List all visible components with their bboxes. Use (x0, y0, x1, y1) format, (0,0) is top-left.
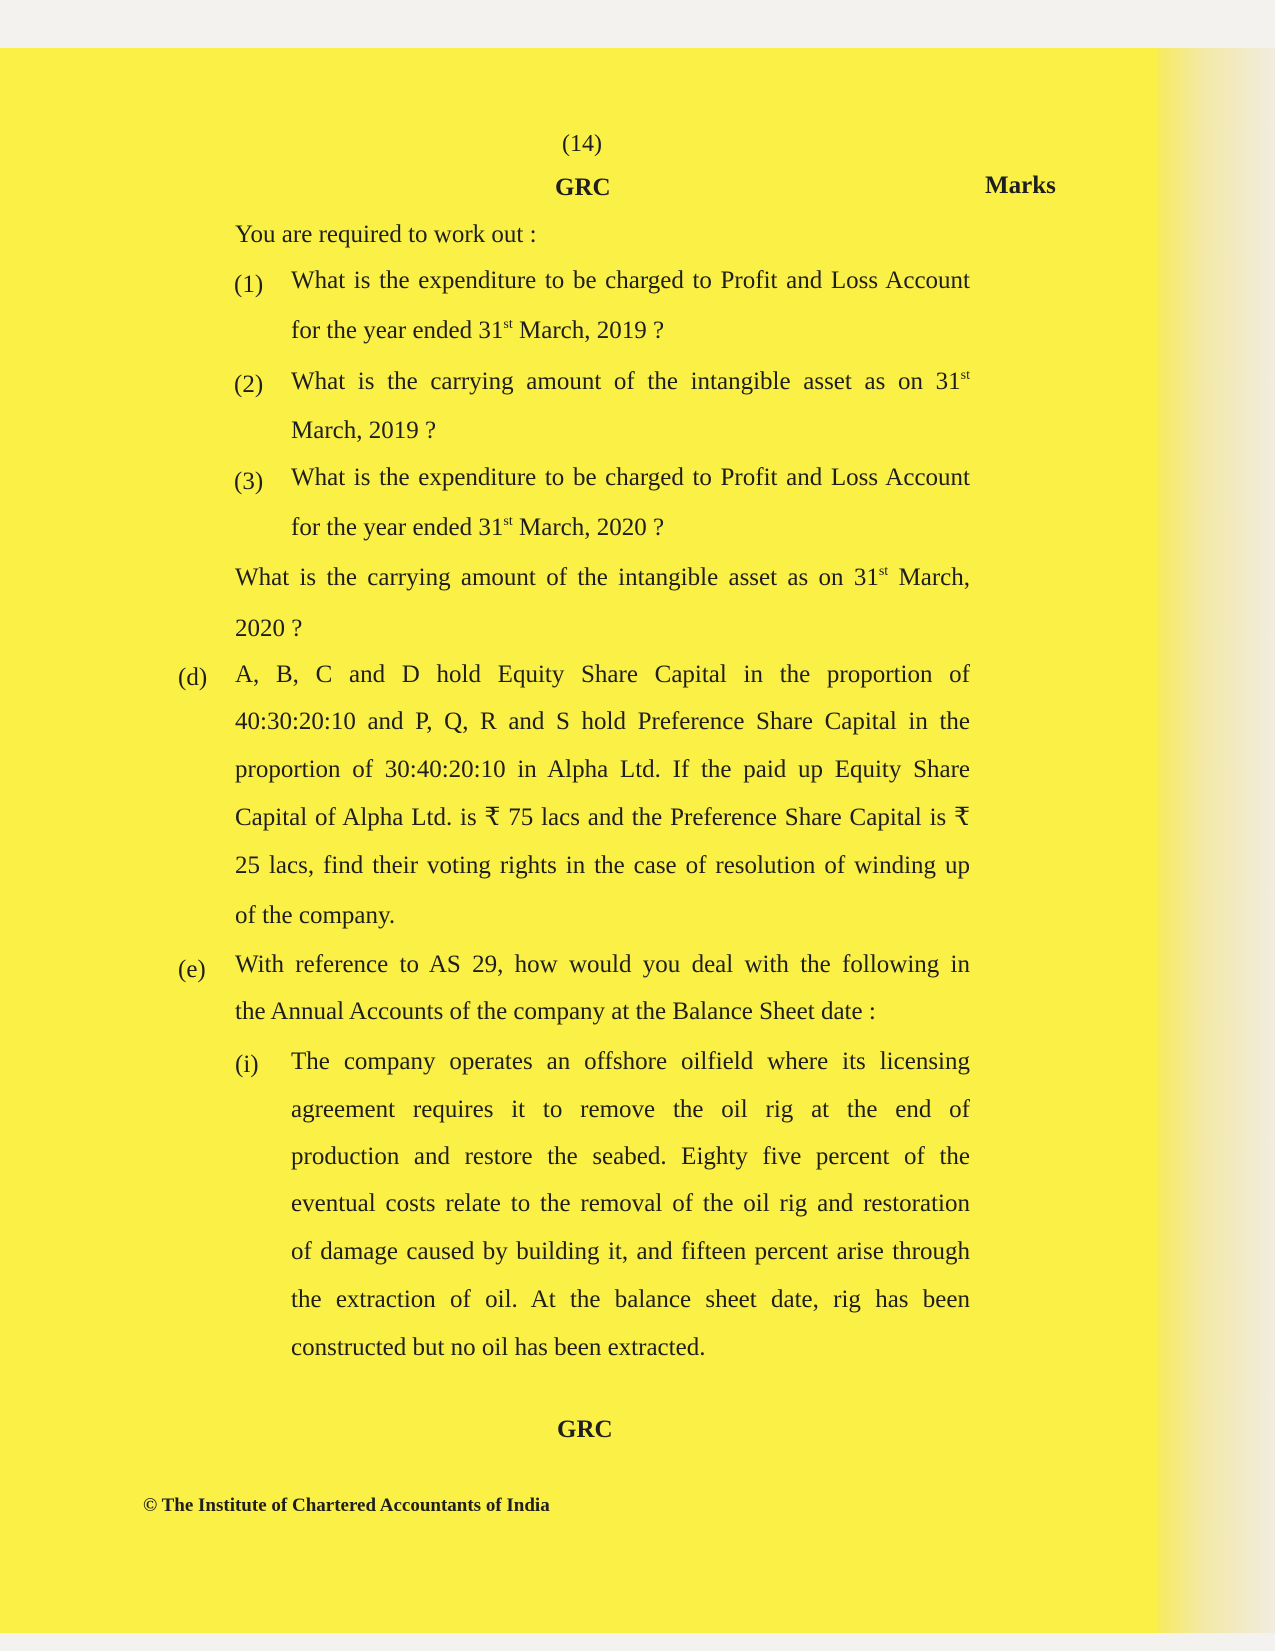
sub-item-text: of damage caused by building it, and fifteen percent arise through (291, 1238, 970, 1265)
item-text: March, 2019 ? (291, 417, 437, 444)
question-text: A, B, C and D hold Equity Share Capital in the proportion of (235, 661, 970, 688)
question-text: the Annual Accounts of the company at the Balance Sheet date : (235, 998, 876, 1025)
item-text: What is the carrying amount of the intangible asset as on 31st (291, 368, 970, 395)
question-text: 25 lacs, find their voting rights in the case of resolution of winding up (235, 852, 970, 879)
question-text: of the company. (235, 902, 396, 929)
question-text: proportion of 30:40:20:10 in Alpha Ltd. If the paid up Equity Share (235, 756, 970, 783)
closing-text: 2020 ? (235, 615, 303, 642)
item-text: What is the expenditure to be charged to Profit and Loss Account (291, 267, 970, 294)
sub-item-text: the extraction of oil. At the balance sheet date, rig has been (291, 1286, 970, 1313)
question-label: (d) (178, 664, 208, 691)
question-text: Capital of Alpha Ltd. is ₹ 75 lacs and the Preference Share Capital is ₹ (235, 804, 970, 831)
question-text: 40:30:20:10 and P, Q, R and S hold Preference Share Capital in the (235, 708, 970, 735)
sub-item-text: constructed but no oil has been extracted. (291, 1334, 706, 1361)
footer-code: GRC (557, 1416, 613, 1443)
marks-label: Marks (985, 172, 1056, 199)
copyright-notice: © The Institute of Chartered Accountants of India (143, 1495, 550, 1516)
item-text: What is the expenditure to be charged to Profit and Loss Account (291, 464, 970, 491)
question-text: With reference to AS 29, how would you deal with the following in (235, 951, 970, 978)
question-label: (e) (178, 956, 206, 983)
item-number: (3) (234, 468, 264, 495)
sub-item-text: The company operates an offshore oilfield where its licensing (291, 1048, 970, 1075)
page-edge (1158, 48, 1275, 1633)
intro-text: You are required to work out : (235, 221, 537, 248)
item-text: for the year ended 31st March, 2020 ? (291, 514, 665, 541)
sub-item-text: agreement requires it to remove the oil rig at the end of (291, 1096, 970, 1123)
sub-item-text: eventual costs relate to the removal of the oil rig and restoration (291, 1190, 970, 1217)
item-number: (1) (234, 271, 264, 298)
sub-item-text: production and restore the seabed. Eighty five percent of the (291, 1143, 970, 1170)
closing-text: What is the carrying amount of the intangible asset as on 31st March, (235, 564, 970, 591)
sub-item-label: (i) (235, 1051, 259, 1078)
item-number: (2) (234, 371, 264, 398)
paper-code: GRC (555, 174, 611, 201)
page-number: (14) (562, 131, 602, 157)
item-text: for the year ended 31st March, 2019 ? (291, 317, 665, 344)
